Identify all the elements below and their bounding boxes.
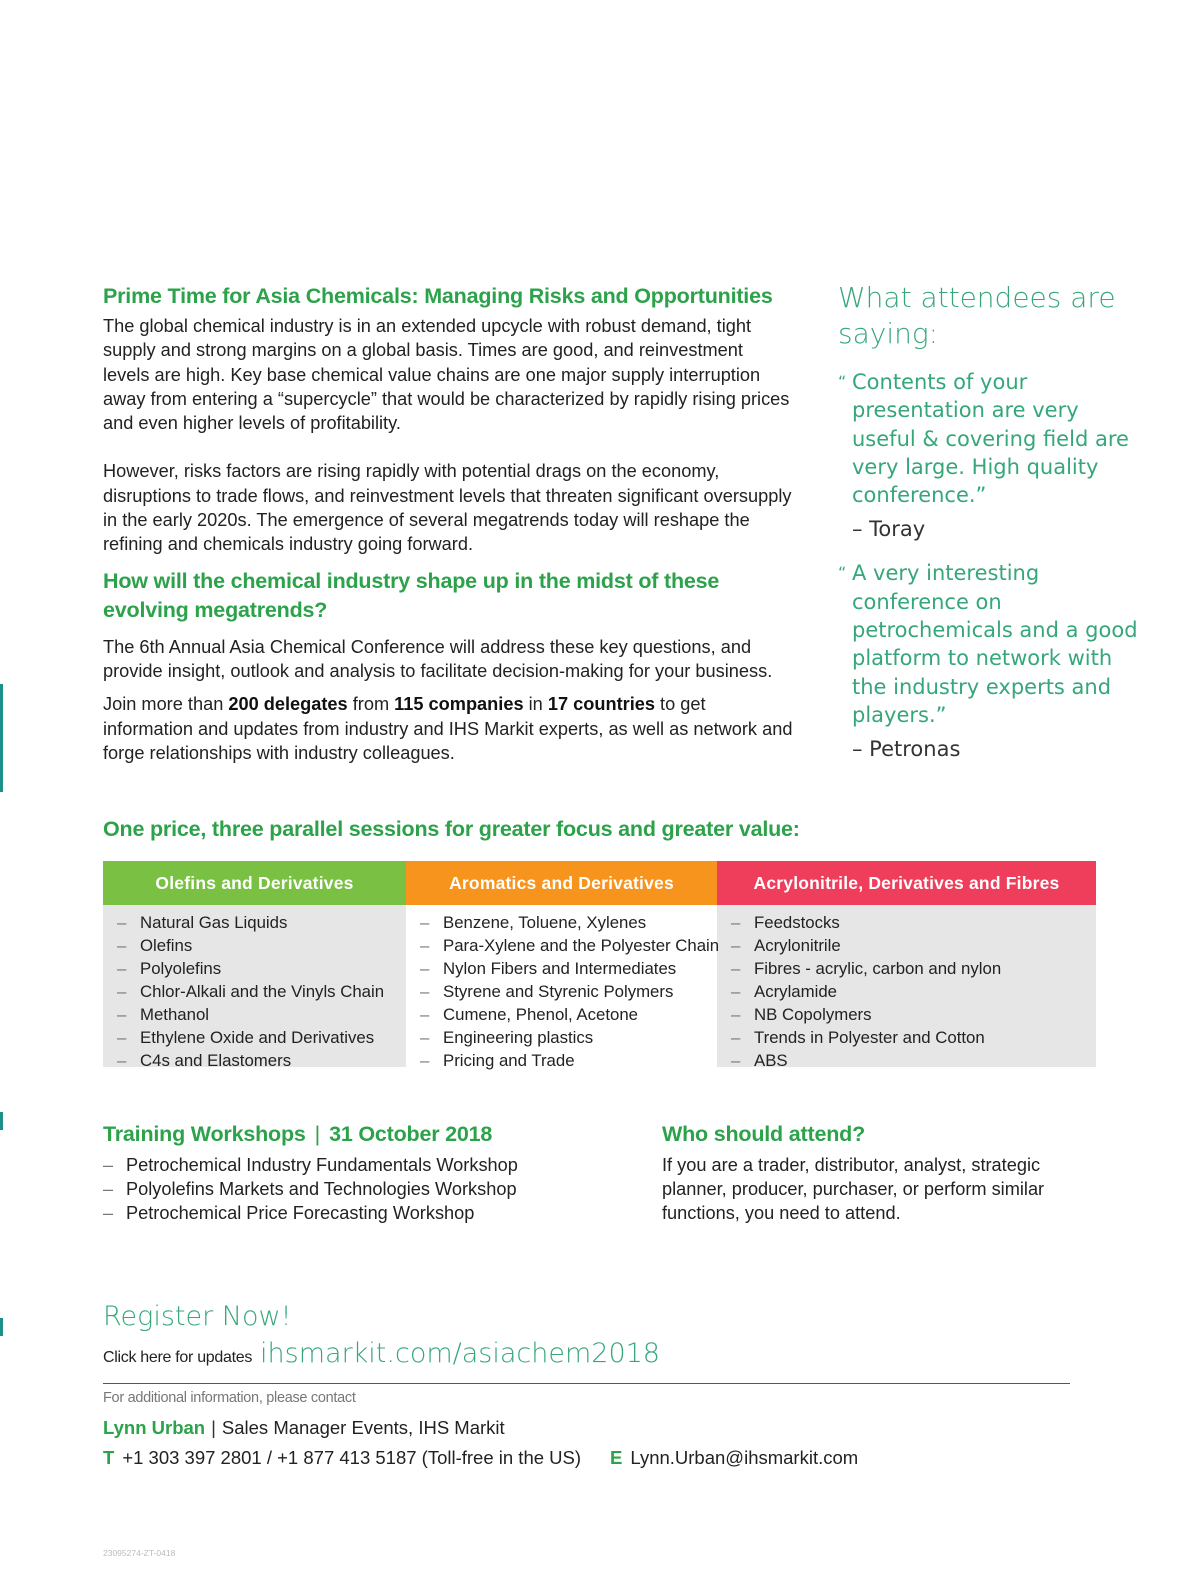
topic-label: Fibres - acrylic, carbon and nylon bbox=[754, 959, 1002, 978]
dash-bullet: – bbox=[103, 1179, 114, 1199]
topic-label: Olefins bbox=[140, 936, 193, 955]
list-item bbox=[731, 1026, 1096, 1049]
countries-count: 17 countries bbox=[547, 694, 655, 715]
attend-heading: Who should attend? bbox=[662, 1122, 866, 1146]
question-heading: How will the chemical industry shape up in the midst of these evolving megatrends? bbox=[103, 568, 720, 622]
phone-label: T bbox=[103, 1447, 115, 1468]
dash-bullet: – bbox=[731, 959, 741, 978]
edge-accent-bar bbox=[0, 1318, 3, 1336]
list-item bbox=[103, 1153, 643, 1177]
list-item bbox=[117, 911, 406, 934]
divider: | bbox=[314, 1122, 321, 1146]
topic-label: Feedstocks bbox=[754, 913, 840, 932]
dash-bullet: – bbox=[420, 1028, 430, 1047]
intro-heading: Prime Time for Asia Chemicals: Managing Risks and Opportunities bbox=[103, 284, 773, 308]
testimonial bbox=[838, 559, 1138, 763]
edge-accent-bar bbox=[0, 1112, 3, 1130]
list-item bbox=[103, 1201, 643, 1225]
workshops-date: 31 October 2018 bbox=[329, 1122, 493, 1146]
topic-label: Benzene, Toluene, Xylenes bbox=[443, 913, 647, 932]
dash-bullet: – bbox=[731, 982, 741, 1001]
workshop-label: Petrochemical Price Forecasting Workshop bbox=[126, 1203, 475, 1223]
dash-bullet: – bbox=[117, 982, 127, 1001]
sessions-table bbox=[103, 861, 1096, 1070]
list-item bbox=[731, 911, 1096, 934]
dash-bullet: – bbox=[420, 913, 430, 932]
delegates-count: 200 delegates bbox=[228, 694, 348, 715]
list-item bbox=[117, 1026, 406, 1049]
topic-label: Acrylamide bbox=[754, 982, 837, 1001]
open-quote-mark: “ bbox=[838, 372, 847, 391]
session-body bbox=[717, 905, 1096, 1070]
intro-paragraph-1: The global chemical industry is in an extended upcycle with robust demand, tight supply and strong margins on a global basis. Times are good, and reinvestment levels are high. Key base chemical value chains are one major supply interruption away from entering a “supercycle” that would be characterized by rapidly rising prices and even higher levels of profitability. bbox=[103, 316, 790, 434]
topic-label: Methanol bbox=[140, 1005, 210, 1024]
session-column-aromatics bbox=[406, 861, 720, 1070]
session-header: Aromatics and Derivatives bbox=[406, 861, 717, 905]
workshops-heading bbox=[103, 1120, 643, 1149]
contact-phone[interactable]: +1 303 397 2801 / +1 877 413 5187 (Toll-free in the US) bbox=[122, 1447, 582, 1468]
list-item bbox=[420, 980, 717, 1003]
dash-bullet: – bbox=[420, 982, 430, 1001]
testimonial-author: – Petronas bbox=[852, 737, 961, 762]
list-item bbox=[103, 1177, 643, 1201]
dash-bullet: – bbox=[420, 1051, 430, 1070]
contact-phone-line bbox=[103, 1447, 581, 1469]
testimonial-quote bbox=[838, 559, 1138, 729]
testimonial-text: A very interesting conference on petrochemicals and a good platform to network with the industry experts and players.” bbox=[852, 561, 1138, 727]
testimonials-title: What attendees are saying: bbox=[838, 281, 1116, 350]
email-label: E bbox=[610, 1447, 623, 1468]
join-paragraph bbox=[103, 692, 793, 765]
open-quote-mark: “ bbox=[838, 563, 847, 583]
workshops-section bbox=[103, 1120, 643, 1225]
list-item bbox=[117, 957, 406, 980]
join-text: from bbox=[347, 694, 395, 715]
list-item bbox=[420, 1049, 717, 1072]
list-item bbox=[731, 1003, 1096, 1026]
topic-label: Natural Gas Liquids bbox=[140, 913, 288, 932]
edge-accent-bar bbox=[0, 684, 3, 792]
testimonials-panel bbox=[838, 280, 1138, 763]
list-item bbox=[117, 980, 406, 1003]
topic-label: Chlor-Alkali and the Vinyls Chain bbox=[140, 982, 385, 1001]
dash-bullet: – bbox=[103, 1155, 114, 1175]
conference-paragraph: The 6th Annual Asia Chemical Conference will address these key questions, and provide insight, outlook and analysis to facilitate decision-making for your business. bbox=[103, 636, 773, 681]
dash-bullet: – bbox=[420, 959, 430, 978]
session-topic-list bbox=[406, 911, 720, 1072]
join-text: Join more than bbox=[103, 694, 229, 715]
list-item bbox=[731, 980, 1096, 1003]
footer-code: 23095274-ZT-0418 bbox=[103, 1548, 176, 1558]
dash-bullet: – bbox=[420, 936, 430, 955]
contact-email-line bbox=[610, 1447, 858, 1469]
list-item bbox=[420, 934, 720, 957]
list-item bbox=[420, 1026, 717, 1049]
sessions-heading: One price, three parallel sessions for greater focus and greater value: bbox=[103, 817, 800, 841]
topic-label: Acrylonitrile bbox=[754, 936, 841, 955]
dash-bullet: – bbox=[117, 936, 127, 955]
dash-bullet: – bbox=[731, 1028, 741, 1047]
dash-bullet: – bbox=[731, 936, 741, 955]
session-header: Acrylonitrile, Derivatives and Fibres bbox=[717, 861, 1096, 905]
topic-label: Engineering plastics bbox=[443, 1028, 594, 1047]
list-item bbox=[117, 934, 406, 957]
topic-label: Ethylene Oxide and Derivatives bbox=[140, 1028, 375, 1047]
contact-name-line bbox=[103, 1417, 505, 1439]
divider-line bbox=[103, 1383, 1070, 1384]
list-item bbox=[117, 1049, 406, 1072]
contact-role: Sales Manager Events, IHS Markit bbox=[221, 1417, 505, 1438]
session-topic-list bbox=[103, 911, 406, 1072]
intro-paragraph-2: However, risks factors are rising rapidly with potential drags on the economy, disruptions to trade flows, and reinvestment levels that threaten significant oversupply in the early 2020s. The emergence of several megatrends today will reshape the refining and chemicals industry going forward. bbox=[103, 461, 792, 555]
topic-label: C4s and Elastomers bbox=[140, 1051, 292, 1070]
dash-bullet: – bbox=[103, 1203, 114, 1223]
list-item bbox=[420, 957, 717, 980]
companies-count: 115 companies bbox=[394, 694, 524, 715]
register-title[interactable]: Register Now! bbox=[103, 1301, 292, 1332]
topic-label: Cumene, Phenol, Acetone bbox=[443, 1005, 638, 1024]
register-line bbox=[103, 1338, 1073, 1369]
topic-label: Styrene and Styrenic Polymers bbox=[443, 982, 674, 1001]
workshops-title: Training Workshops bbox=[103, 1122, 306, 1146]
list-item bbox=[117, 1003, 406, 1026]
topic-label: ABS bbox=[754, 1051, 788, 1070]
join-text: in bbox=[523, 694, 548, 715]
dash-bullet: – bbox=[420, 1005, 430, 1024]
contact-name: Lynn Urban bbox=[103, 1417, 206, 1438]
divider: | bbox=[211, 1417, 216, 1438]
intro-section bbox=[103, 282, 793, 765]
list-item bbox=[420, 911, 717, 934]
workshop-label: Polyolefins Markets and Technologies Workshop bbox=[126, 1179, 517, 1199]
list-item bbox=[420, 1003, 717, 1026]
topic-label: NB Copolymers bbox=[754, 1005, 872, 1024]
session-column-olefins bbox=[103, 861, 406, 1070]
list-item bbox=[731, 957, 1096, 980]
workshops-list bbox=[103, 1153, 643, 1225]
topic-label: Pricing and Trade bbox=[443, 1051, 575, 1070]
testimonial-author: – Toray bbox=[852, 517, 926, 542]
session-body bbox=[103, 905, 406, 1070]
attend-section bbox=[662, 1120, 1082, 1225]
session-body bbox=[406, 905, 720, 1070]
dash-bullet: – bbox=[731, 1005, 741, 1024]
topic-label: Trends in Polyester and Cotton bbox=[754, 1028, 985, 1047]
dash-bullet: – bbox=[731, 1051, 741, 1070]
topic-label: Nylon Fibers and Intermediates bbox=[443, 959, 677, 978]
click-here-text: Click here for updates bbox=[103, 1349, 253, 1366]
topic-label: Polyolefins bbox=[140, 959, 222, 978]
dash-bullet: – bbox=[117, 1028, 127, 1047]
dash-bullet: – bbox=[117, 959, 127, 978]
dash-bullet: – bbox=[117, 913, 127, 932]
list-item bbox=[731, 1049, 1096, 1072]
dash-bullet: – bbox=[117, 1005, 127, 1024]
join-text: to get information and updates from industry and IHS Markit experts, as well as network and forge relationships with industry colleagues. bbox=[103, 694, 793, 763]
attend-text: If you are a trader, distributor, analyst, strategic planner, producer, purchaser, or perform similar functions, you need to attend. bbox=[662, 1155, 1045, 1223]
contact-email[interactable]: Lynn.Urban@ihsmarkit.com bbox=[630, 1447, 859, 1468]
register-link[interactable]: ihsmarkit.com/asiachem2018 bbox=[260, 1338, 660, 1369]
dash-bullet: – bbox=[117, 1051, 127, 1070]
testimonial-quote bbox=[838, 368, 1138, 509]
list-item bbox=[731, 934, 1096, 957]
testimonial bbox=[838, 368, 1138, 543]
workshop-label: Petrochemical Industry Fundamentals Workshop bbox=[126, 1155, 518, 1175]
register-section bbox=[103, 1298, 1073, 1369]
session-header: Olefins and Derivatives bbox=[103, 861, 406, 905]
contact-intro: For additional information, please contact bbox=[103, 1390, 356, 1406]
testimonial-text: Contents of your presentation are very useful & covering field are very large. High quality conference.” bbox=[852, 370, 1129, 508]
session-topic-list bbox=[717, 911, 1096, 1072]
session-column-acrylonitrile bbox=[717, 861, 1096, 1070]
topic-label: Para-Xylene and the Polyester Chain bbox=[443, 936, 720, 955]
dash-bullet: – bbox=[731, 913, 741, 932]
